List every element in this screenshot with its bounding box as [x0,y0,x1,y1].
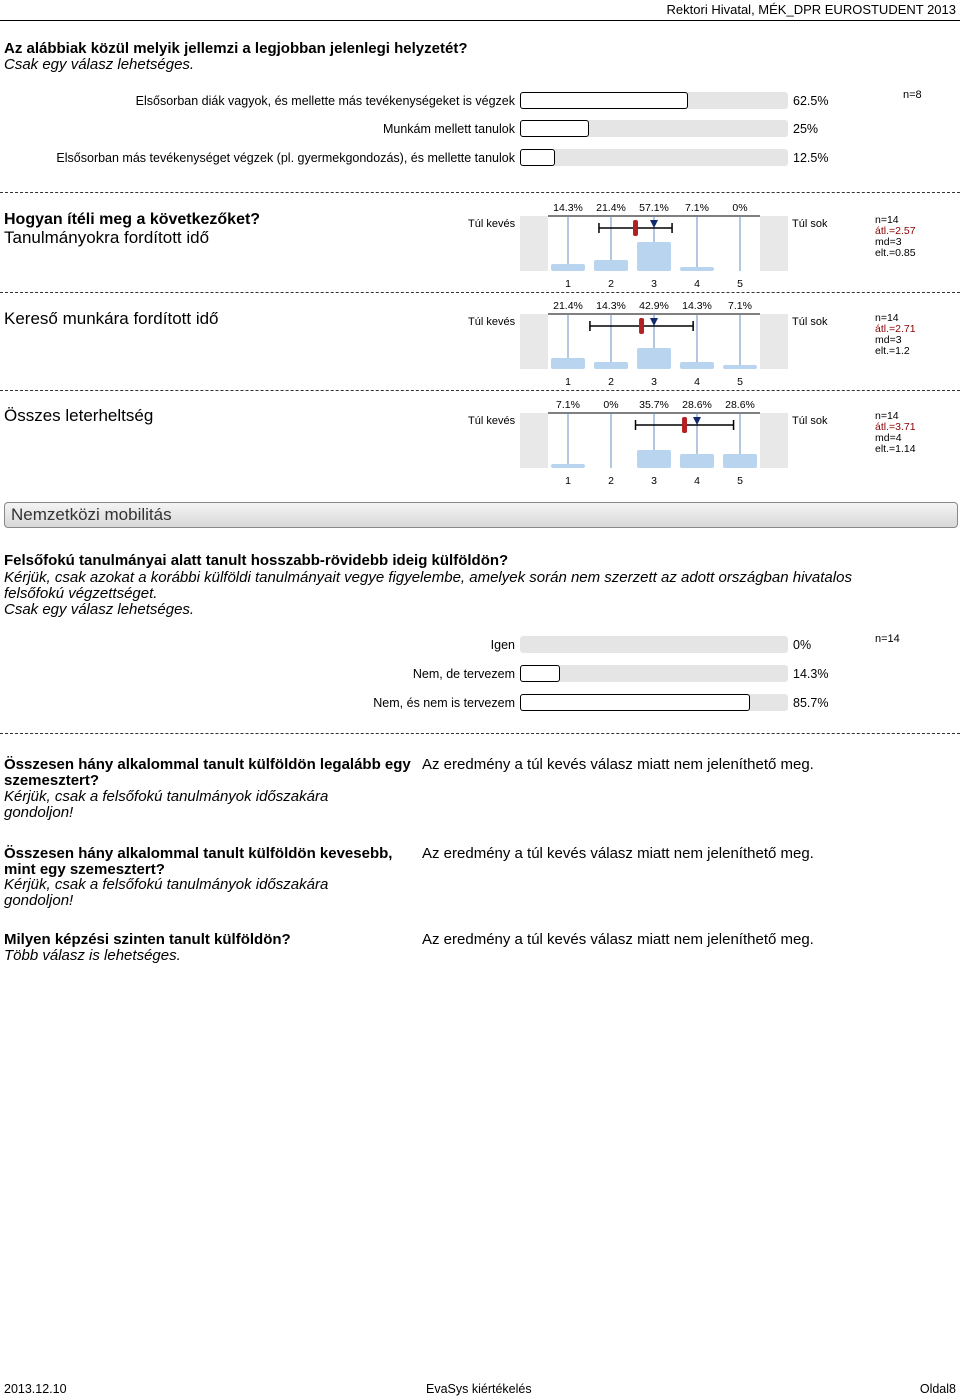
chart-tick-label: 4 [694,278,700,290]
stat-md: md=3 [875,236,902,248]
stat-sd: elt.=1.2 [875,345,910,357]
chart-tick-label: 5 [737,475,743,487]
chart-pct-label: 28.6% [682,399,712,411]
stat-avg: átl.=2.57 [875,225,916,237]
q3-subtitle: Csak egy válasz lehetséges. [4,601,195,618]
stat-n: n=14 [875,312,899,324]
q5-title-cont: mint egy szemesztert? [4,861,165,878]
chart-bar [680,454,714,468]
chart-bar [637,242,671,271]
chart-bar [637,450,671,468]
q1-option-pct: 62.5% [793,94,829,108]
q2-stats [875,411,916,455]
stat-sd: elt.=1.14 [875,443,916,455]
q4-title: Összesen hány alkalommal tanult külföldön legalább egy [4,756,411,773]
q3-option-pct: 85.7% [793,696,829,710]
scale-left-label: Túl kevés [468,415,516,427]
chart-bar [723,365,757,369]
chart-tick-label: 3 [651,475,657,487]
chart-pct-label: 0% [603,399,619,411]
chart-pct-label: 57.1% [639,202,669,214]
q1-subtitle: Csak egy válasz lehetséges. [4,56,195,73]
section-header [4,502,958,528]
q2-stats [875,215,916,259]
chart-pct-label: 42.9% [639,300,669,312]
chart-pct-label: 14.3% [553,202,583,214]
chart-bar [551,358,585,369]
q1-bar [520,120,788,137]
q1-option-label: Elsősorban diák vagyok, és mellette más tevékenységeket is végzek [135,94,515,108]
distribution-chart [520,397,788,492]
chart-tick-label: 1 [565,376,571,388]
q1-option-pct: 12.5% [793,151,829,165]
chart-pct-label: 0% [732,202,748,214]
q6-message: Az eredmény a túl kevés válasz miatt nem jeleníthető meg. [422,931,814,948]
chart-tick-label: 1 [565,475,571,487]
q1-n: n=8 [903,89,922,101]
q1-bar [520,149,788,166]
chart-bar [551,464,585,468]
q3-option-label: Igen [490,638,515,652]
chart-bar [680,267,714,271]
q4-subtitle: Kérjük, csak a felsőfokú tanulmányok időszakára [4,788,329,805]
chart-mean-marker [682,417,687,433]
q5-message: Az eredmény a túl kevés válasz miatt nem jeleníthető meg. [422,845,814,862]
chart-pct-label: 7.1% [685,202,709,214]
chart-tick-label: 1 [565,278,571,290]
chart-tick-label: 3 [651,278,657,290]
chart-bar [637,348,671,369]
chart-tick-label: 3 [651,376,657,388]
q1-bar-fill [520,149,555,166]
scale-right-label: Túl sok [792,218,828,230]
q1-option-pct: 25% [793,122,819,136]
q3-n: n=14 [875,633,900,645]
chart-tick-label: 5 [737,376,743,388]
chart-pct-label: 14.3% [682,300,712,312]
q4-subtitle: gondoljon! [4,804,74,821]
chart-tick-label: 2 [608,278,614,290]
stat-md: md=3 [875,334,902,346]
q3-subtitle: Kérjük, csak azokat a korábbi külföldi tanulmányait vegye figyelembe, amelyek során nem szerzett az adott országban hivatalos [4,569,852,586]
scale-right-label: Túl sok [792,415,828,427]
q3-bar-fill [520,694,750,711]
q5-subtitle: gondoljon! [4,892,74,909]
chart-mean-marker [633,220,638,236]
scale-left-label: Túl kevés [468,316,516,328]
chart-bar [594,362,628,369]
q1-bar-fill [520,120,589,137]
report-header: Rektori Hivatal, MÉK_DPR EUROSTUDENT 2013 [666,2,956,17]
q2-title: Hogyan ítéli meg a következőket? [4,211,261,228]
q6-title: Milyen képzési szinten tanult külföldön? [4,931,291,948]
q3-bar [520,694,788,711]
q3-bar [520,665,788,682]
q1-option-label: Elsősorban más tevékenységet végzek (pl. gyermekgondozás), és mellette tanulok [56,151,515,165]
footer-page: Oldal8 [919,1382,956,1396]
chart-bar [723,454,757,468]
chart-bar [551,264,585,271]
distribution-chart-svg [520,397,788,487]
footer-center: EvaSys kiértékelés [426,1382,532,1396]
chart-bar [594,260,628,271]
q1-bar-fill [520,92,688,109]
q5-subtitle: Kérjük, csak a felsőfokú tanulmányok időszakára [4,876,329,893]
q3-subtitle: felsőfokú végzettséget. [4,585,158,602]
header-rule [0,20,960,21]
q4-message: Az eredmény a túl kevés válasz miatt nem jeleníthető meg. [422,756,814,773]
chart-tick-label: 2 [608,475,614,487]
stat-n: n=14 [875,214,899,226]
q5-title: Összesen hány alkalommal tanult külföldön kevesebb, [4,845,393,862]
stat-avg: átl.=2.71 [875,323,916,335]
divider [0,733,960,734]
q1-option-label: Munkám mellett tanulok [382,122,515,136]
distribution-chart [520,200,788,295]
chart-tick-label: 4 [694,376,700,388]
chart-pct-label: 21.4% [596,202,626,214]
q2-stats [875,313,916,357]
q3-option-label: Nem, de tervezem [412,667,515,681]
chart-mean-marker [639,318,644,334]
divider [0,192,960,193]
chart-bar [680,362,714,369]
q3-option-label: Nem, és nem is tervezem [373,696,515,710]
q3-option-pct: 0% [793,638,812,652]
q4-title-cont: szemesztert? [4,772,100,789]
stat-avg: átl.=3.71 [875,421,916,433]
chart-pct-label: 14.3% [596,300,626,312]
distribution-chart-svg [520,200,788,290]
divider [0,292,960,293]
distribution-chart-svg [520,298,788,388]
footer-date: 2013.12.10 [4,1382,67,1396]
section-title: Nemzetközi mobilitás [11,505,172,524]
chart-pct-label: 35.7% [639,399,669,411]
q6-subtitle: Több válasz is lehetséges. [4,947,181,964]
q1-title: Az alábbiak közül melyik jellemzi a legjobban jelenlegi helyzetét? [4,40,468,57]
chart-pct-label: 28.6% [725,399,755,411]
scale-left-label: Túl kevés [468,218,516,230]
chart-pct-label: 7.1% [556,399,580,411]
q3-bar-fill [520,665,560,682]
q1-bar [520,92,788,109]
chart-pct-label: 7.1% [728,300,752,312]
q2-item-label: Kereső munkára fordított idő [4,309,219,328]
divider [0,390,960,391]
chart-tick-label: 2 [608,376,614,388]
stat-n: n=14 [875,410,899,422]
chart-pct-label: 21.4% [553,300,583,312]
q2-item-label: Összes leterheltség [4,406,154,425]
q3-option-pct: 14.3% [793,667,829,681]
scale-right-label: Túl sok [792,316,828,328]
q2-item-label: Tanulmányokra fordított idő [4,228,210,247]
distribution-chart [520,298,788,393]
stat-sd: elt.=0.85 [875,247,916,259]
chart-tick-label: 5 [737,278,743,290]
chart-tick-label: 4 [694,475,700,487]
stat-md: md=4 [875,432,902,444]
q3-bar [520,636,788,653]
q3-title: Felsőfokú tanulmányai alatt tanult hosszabb-rövidebb ideig külföldön? [4,552,509,569]
